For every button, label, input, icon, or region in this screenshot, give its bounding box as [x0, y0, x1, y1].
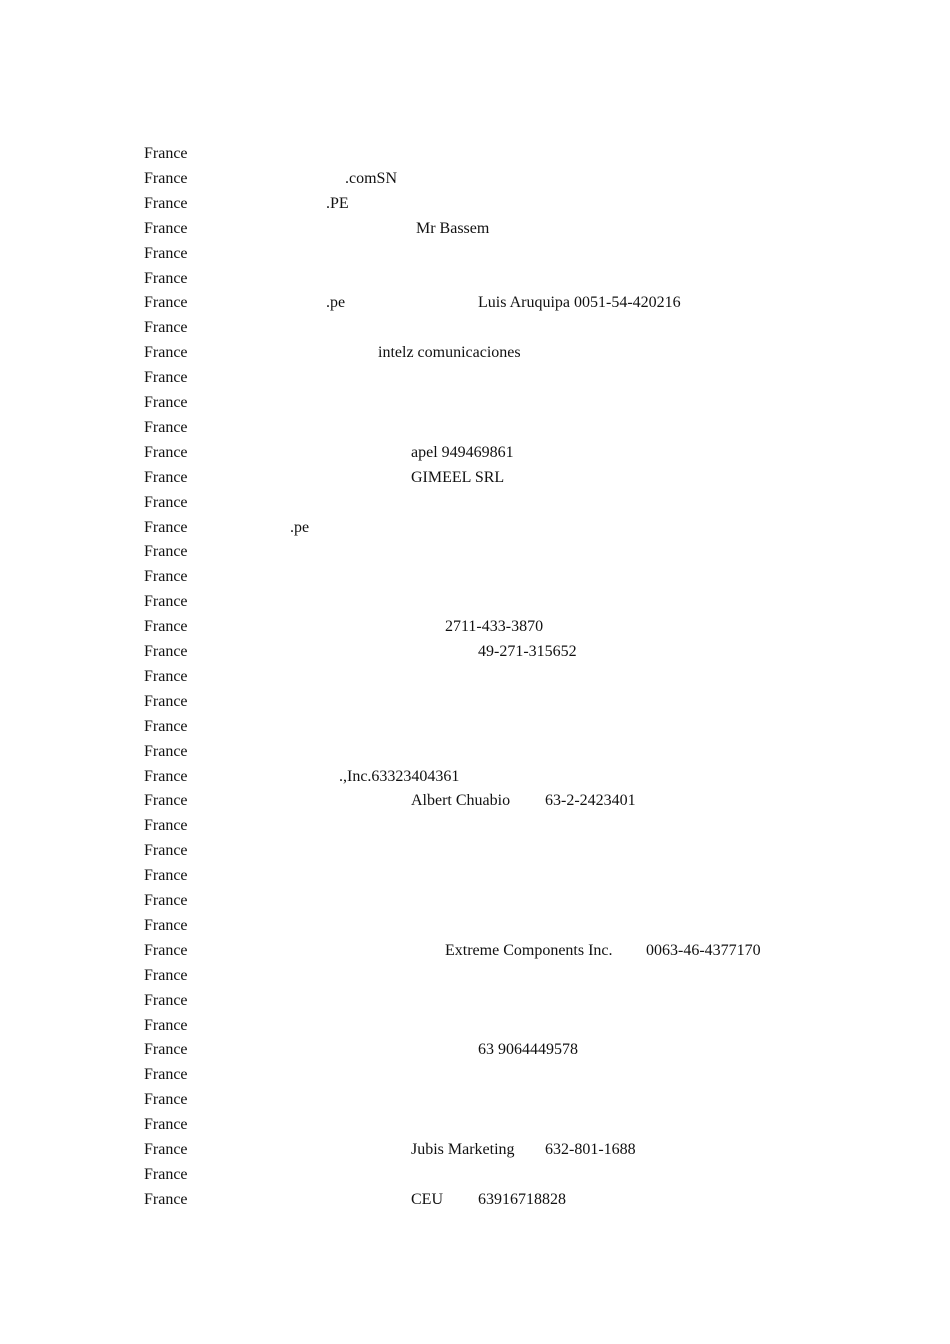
country-cell: France — [144, 618, 188, 636]
country-cell: France — [144, 916, 188, 934]
contact-cell: intelz comunicaciones — [378, 344, 521, 362]
phone-cell: 0063-46-4377170 — [646, 941, 761, 959]
country-cell: France — [144, 543, 188, 561]
contact-cell: Albert Chuabio — [411, 792, 511, 810]
phone-cell: 63-2-2423401 — [545, 792, 636, 810]
table-row — [0, 1187, 950, 1212]
country-cell: France — [144, 269, 188, 287]
table-row — [0, 1112, 950, 1137]
table-row — [0, 564, 950, 589]
contact-cell: CEU — [411, 1190, 443, 1208]
country-cell: France — [144, 1141, 188, 1158]
table-row — [0, 390, 950, 415]
table-row — [0, 490, 950, 515]
contact-cell: 2711-433-3870 — [445, 618, 544, 636]
country-cell: France — [144, 643, 188, 660]
table-row — [0, 440, 950, 465]
country-cell: France — [144, 966, 188, 984]
country-cell: France — [144, 892, 188, 909]
table-row — [0, 888, 950, 913]
table-row — [0, 639, 950, 664]
table-row — [0, 689, 950, 714]
contact-cell: .pe — [326, 294, 346, 312]
country-cell: France — [144, 593, 188, 611]
contact-cell: .PE — [326, 194, 349, 212]
table-row — [0, 714, 950, 739]
phone-cell: Luis Aruquipa 0051-54-420216 — [478, 294, 681, 312]
table-row — [0, 191, 950, 216]
table-row — [0, 614, 950, 639]
table-row — [0, 739, 950, 764]
table-row — [0, 1037, 950, 1062]
country-cell: France — [144, 742, 188, 760]
table-row — [0, 1087, 950, 1112]
contact-cell: .,Inc.63323404361 — [339, 767, 460, 785]
phone-cell: 63916718828 — [478, 1190, 566, 1208]
table-row — [0, 465, 950, 490]
table-row — [0, 166, 950, 191]
table-row — [0, 539, 950, 564]
contact-cell: Extreme Components Inc. — [445, 941, 613, 959]
table-row — [0, 913, 950, 938]
country-cell: France — [144, 991, 188, 1009]
table-row — [0, 988, 950, 1013]
country-cell: France — [144, 394, 188, 411]
country-cell: France — [144, 194, 188, 212]
country-cell: France — [144, 1041, 188, 1059]
table-row — [0, 764, 950, 789]
contact-cell: .comSN — [345, 169, 397, 187]
country-cell: France — [144, 941, 188, 959]
table-row — [0, 415, 950, 440]
country-cell: France — [144, 294, 188, 312]
country-cell: France — [144, 667, 188, 685]
table-row — [0, 1162, 950, 1187]
contact-cell: Mr Bassem — [416, 219, 490, 237]
table-row — [0, 241, 950, 266]
country-cell: France — [144, 817, 188, 835]
table-row — [0, 216, 950, 241]
country-cell: France — [144, 1165, 188, 1183]
country-cell: France — [144, 792, 188, 810]
table-row — [0, 863, 950, 888]
table-row — [0, 664, 950, 689]
table-row — [0, 141, 950, 166]
table-row — [0, 315, 950, 340]
table-row — [0, 788, 950, 813]
country-cell: France — [144, 145, 188, 162]
table-row — [0, 1013, 950, 1038]
country-cell: France — [144, 692, 188, 710]
table-row — [0, 266, 950, 291]
table-row — [0, 1137, 950, 1162]
country-cell: France — [144, 219, 188, 237]
table-row — [0, 515, 950, 540]
country-cell: France — [144, 493, 188, 511]
contact-cell: apel 949469861 — [411, 443, 514, 461]
table-row — [0, 813, 950, 838]
table-row — [0, 365, 950, 390]
country-cell: France — [144, 443, 188, 461]
country-cell: France — [144, 369, 188, 387]
country-cell: France — [144, 169, 188, 187]
contact-cell: .pe — [290, 518, 310, 536]
country-cell: France — [144, 842, 188, 860]
country-cell: France — [144, 518, 188, 536]
contact-cell: Jubis Marketing — [411, 1141, 515, 1158]
contact-cell: GIMEEL SRL — [411, 468, 505, 486]
country-cell: France — [144, 767, 188, 785]
table-row — [0, 1062, 950, 1087]
country-cell: France — [144, 717, 188, 735]
country-cell: France — [144, 568, 188, 586]
country-cell: France — [144, 319, 188, 337]
contact-cell: 63 9064449578 — [478, 1041, 578, 1059]
table-row — [0, 589, 950, 614]
country-cell: France — [144, 344, 188, 362]
table-row — [0, 340, 950, 365]
table-row — [0, 838, 950, 863]
country-cell: France — [144, 1091, 188, 1109]
phone-cell: 632-801-1688 — [545, 1141, 636, 1158]
country-cell: France — [144, 244, 188, 262]
country-cell: France — [144, 418, 188, 436]
contact-cell: 49-271-315652 — [478, 643, 577, 660]
country-cell: France — [144, 1116, 188, 1134]
table-row — [0, 963, 950, 988]
country-cell: France — [144, 468, 188, 486]
country-cell: France — [144, 1016, 188, 1034]
country-cell: France — [144, 1066, 188, 1084]
country-cell: France — [144, 867, 188, 885]
table-row — [0, 938, 950, 963]
country-cell: France — [144, 1190, 188, 1208]
table-row — [0, 290, 950, 315]
